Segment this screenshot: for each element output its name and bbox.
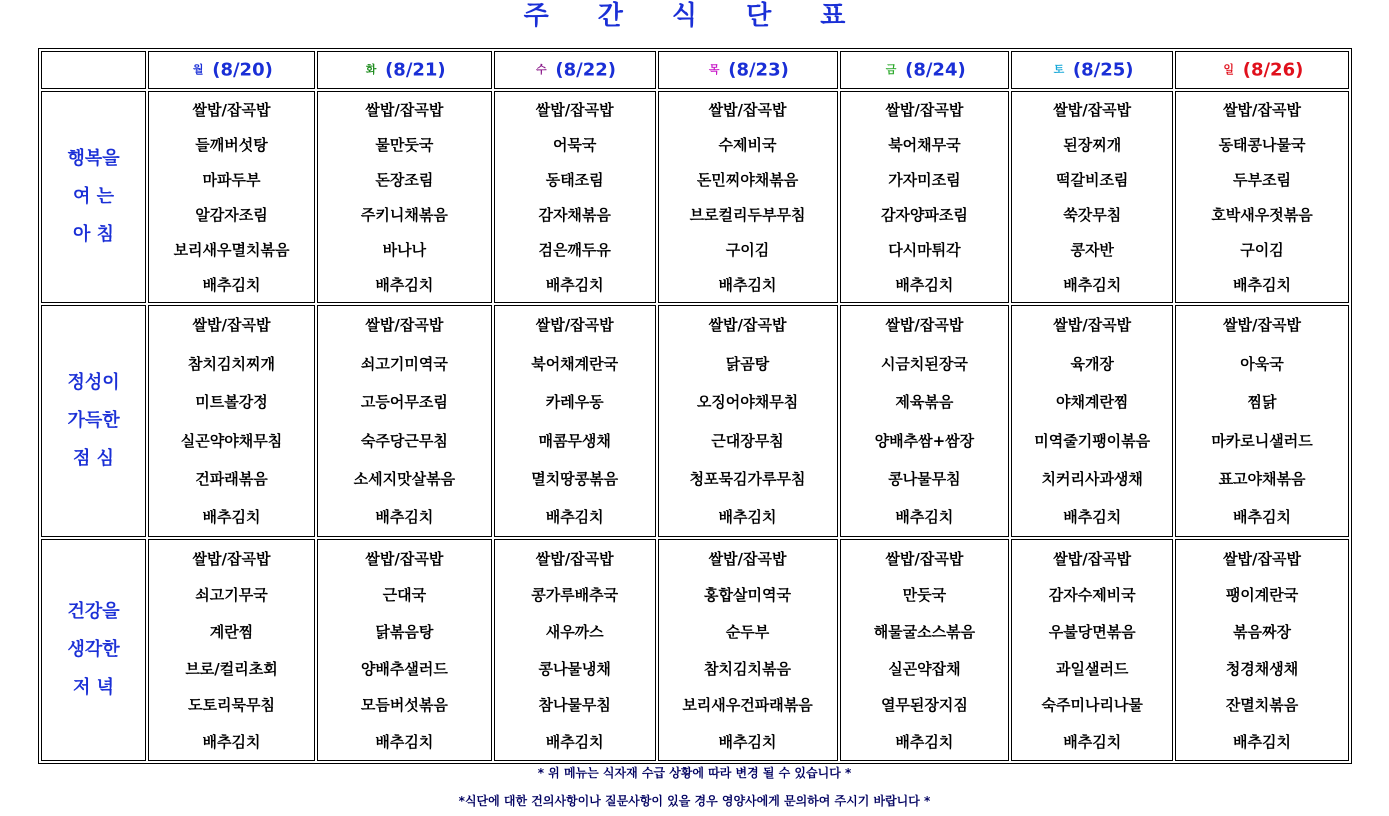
day-icon: 화 (365, 63, 377, 77)
dish-list (659, 92, 837, 302)
header-row (41, 51, 1349, 89)
dish-item: 찜닭 (1247, 393, 1277, 412)
dish-item: 쌀밥/잡곡밥 (885, 100, 964, 119)
menu-cell (1175, 305, 1349, 537)
dish-item: 배추김치 (202, 733, 261, 752)
dish-item: 홍합살미역국 (704, 586, 791, 605)
meal-label-line: 행복을 (67, 147, 120, 169)
dish-item: 시금치된장국 (880, 354, 968, 373)
dish-item: 어묵국 (552, 135, 597, 154)
dish-item: 쌀밥/잡곡밥 (192, 100, 271, 119)
menu-cell (1011, 305, 1173, 537)
dish-item: 배추김치 (1063, 733, 1122, 752)
dish-item: 호박새우젓볶음 (1211, 205, 1313, 224)
dish-item: 볶음짜장 (1233, 623, 1292, 642)
dish-item: 육개장 (1070, 354, 1114, 373)
header-corner (41, 51, 146, 89)
menu-cell (1175, 91, 1349, 303)
dish-item: 배추김치 (1233, 275, 1292, 294)
dish-item: 보리새우멸치볶음 (173, 240, 290, 259)
menu-cell (148, 305, 315, 537)
dish-item: 배추김치 (895, 508, 954, 527)
dish-item: 양배추샐러드 (360, 659, 448, 678)
meal-label (41, 91, 146, 303)
dish-item: 순두부 (725, 623, 770, 642)
dish-item: 배추김치 (375, 275, 434, 294)
day-date: (8/21) (385, 59, 446, 81)
dish-list (1176, 92, 1348, 302)
dish-item: 구이김 (1240, 240, 1284, 259)
dish-item: 북어채계란국 (531, 354, 619, 373)
meal-label-line: 정성이 (67, 371, 120, 393)
menu-cell (1011, 91, 1173, 303)
day-date: (8/26) (1242, 59, 1304, 81)
dish-item: 감자채볶음 (538, 205, 611, 224)
dish-item: 배추김치 (1233, 733, 1292, 752)
dish-item: 카레우동 (545, 393, 604, 412)
dish-item: 쌀밥/잡곡밥 (1053, 549, 1132, 568)
dish-item: 쌀밥/잡곡밥 (1223, 100, 1301, 119)
dish-item: 배추김치 (545, 275, 604, 294)
day-icon: 목 (708, 63, 720, 77)
dish-item: 참치김치찌개 (188, 354, 275, 373)
dish-item: 감자양파조림 (880, 205, 968, 224)
dish-list (1176, 306, 1348, 536)
dish-item: 실곤약야채무침 (180, 431, 283, 450)
dish-item: 고등어무조림 (360, 393, 448, 412)
dish-item: 참나물무침 (538, 696, 611, 715)
dish-list (1176, 540, 1348, 760)
dish-item: 마카로니샐러드 (1211, 431, 1313, 450)
day-icon: 일 (1223, 63, 1235, 77)
dish-item: 감자수제비국 (1048, 586, 1136, 605)
dish-item: 브로/컬리초회 (185, 659, 278, 678)
day-icon: 토 (1053, 63, 1065, 77)
dish-item: 바나나 (382, 240, 427, 259)
dish-item: 쌀밥/잡곡밥 (885, 549, 964, 568)
dish-item: 쌀밥/잡곡밥 (535, 549, 614, 568)
dish-list (318, 92, 491, 302)
dish-item: 쌀밥/잡곡밥 (535, 316, 614, 335)
dish-item: 쌀밥/잡곡밥 (192, 316, 271, 335)
dish-item: 알감자조림 (195, 205, 268, 224)
dish-item: 쌀밥/잡곡밥 (365, 100, 444, 119)
dish-item: 쌀밥/잡곡밥 (708, 100, 787, 119)
dish-item: 수제비국 (718, 135, 777, 154)
lunch-row (41, 305, 1349, 537)
dish-item: 쌀밥/잡곡밥 (365, 549, 444, 568)
breakfast-row (41, 91, 1349, 303)
dish-item: 배추김치 (375, 733, 434, 752)
dish-item: 아욱국 (1240, 354, 1284, 373)
dish-item: 소세지맛살볶음 (353, 469, 456, 488)
dish-item: 치커리사과생채 (1041, 469, 1143, 488)
menu-cell (840, 305, 1010, 537)
day-header-7 (1175, 51, 1349, 89)
dish-item: 된장찌개 (1063, 135, 1122, 154)
dish-item: 계란찜 (209, 623, 254, 642)
dish-list (149, 92, 314, 302)
dish-item: 두부조림 (1233, 170, 1292, 189)
menu-cell (658, 91, 838, 303)
dish-item: 배추김치 (895, 733, 954, 752)
dish-item: 콩나물냉채 (538, 659, 611, 678)
dish-item: 오징어야채무침 (696, 393, 799, 412)
dish-list (318, 540, 491, 760)
menu-cell (658, 539, 838, 761)
menu-cell (1175, 539, 1349, 761)
dish-item: 야채계란찜 (1055, 393, 1129, 412)
dish-item: 제육볶음 (895, 393, 954, 412)
dish-item: 모듬버섯볶음 (360, 696, 448, 715)
dish-item: 미역줄기팽이볶음 (1034, 431, 1151, 450)
dish-item: 양배추쌈+쌈장 (874, 431, 975, 450)
dish-item: 멸치땅콩볶음 (531, 469, 619, 488)
dish-item: 들깨버섯탕 (195, 135, 268, 154)
dish-item: 근대국 (382, 586, 427, 605)
menu-cell (1011, 539, 1173, 761)
dish-list (1012, 92, 1172, 302)
meal-label-line: 아 침 (73, 223, 115, 245)
dish-item: 동태콩나물국 (1218, 135, 1306, 154)
dish-item: 쌀밥/잡곡밥 (535, 100, 614, 119)
day-date: (8/23) (728, 59, 789, 81)
dish-item: 돈민찌야채볶음 (696, 170, 799, 189)
dish-list (1012, 306, 1172, 536)
dish-item: 열무된장지짐 (880, 696, 968, 715)
dish-item: 쇠고기무국 (195, 586, 268, 605)
dish-item: 배추김치 (1063, 508, 1122, 527)
day-header-5 (840, 51, 1010, 89)
menu-cell (840, 539, 1010, 761)
page-title: 주 간 식 단 표 (523, 1, 866, 31)
menu-cell (840, 91, 1010, 303)
dish-item: 쑥갓무침 (1063, 205, 1122, 224)
day-icon: 월 (192, 63, 204, 77)
dish-item: 도토리묵무침 (188, 696, 275, 715)
dish-item: 쌀밥/잡곡밥 (1223, 316, 1301, 335)
dish-list (1012, 540, 1172, 760)
dish-item: 닭볶음탕 (375, 623, 434, 642)
dish-item: 검은깨두유 (538, 240, 611, 259)
dish-item: 배추김치 (718, 275, 777, 294)
meal-label-line: 여 는 (73, 185, 115, 207)
dish-item: 돈장조림 (375, 170, 434, 189)
dish-list (659, 306, 837, 536)
menu-cell (494, 539, 656, 761)
dish-item: 청포묵김가루무침 (689, 469, 806, 488)
dish-item: 배추김치 (545, 733, 604, 752)
dish-item: 배추김치 (1233, 508, 1292, 527)
menu-cell (317, 539, 492, 761)
meal-label (41, 305, 146, 537)
day-header-3 (494, 51, 656, 89)
dish-item: 보리새우건파래볶음 (682, 696, 813, 715)
day-header-1 (148, 51, 315, 89)
dish-item: 동태조림 (545, 170, 604, 189)
menu-cell (148, 91, 315, 303)
dish-item: 미트볼강정 (195, 393, 268, 412)
dish-list (841, 306, 1009, 536)
meal-label-line: 생각한 (67, 638, 120, 660)
day-date: (8/25) (1072, 59, 1134, 81)
dish-list (841, 540, 1009, 760)
dish-list (149, 540, 314, 760)
dish-item: 콩가루배추국 (531, 586, 619, 605)
footnote-change-notice: * 위 메뉴는 식자재 수급 상황에 따라 변경 될 수 있습니다 * (537, 766, 852, 780)
dish-list (841, 92, 1009, 302)
dish-item: 과일샐러드 (1055, 659, 1129, 678)
dish-item: 쌀밥/잡곡밥 (192, 549, 271, 568)
dish-item: 우불당면볶음 (1048, 623, 1136, 642)
dish-item: 배추김치 (895, 275, 954, 294)
dish-item: 콩자반 (1070, 240, 1114, 259)
dish-list (495, 306, 655, 536)
dish-item: 쌀밥/잡곡밥 (708, 549, 787, 568)
dish-item: 구이김 (725, 240, 770, 259)
day-header-6 (1011, 51, 1173, 89)
menu-cell (494, 305, 656, 537)
dish-item: 참치김치볶음 (704, 659, 791, 678)
dish-item: 다시마튀각 (888, 240, 961, 259)
day-header-4 (658, 51, 838, 89)
dish-list (318, 306, 491, 536)
dish-item: 청경채생채 (1225, 659, 1299, 678)
dish-item: 물만둣국 (375, 135, 434, 154)
dish-item: 매콤무생채 (538, 431, 611, 450)
dish-item: 배추김치 (1063, 275, 1122, 294)
dish-item: 북어채무국 (888, 135, 961, 154)
menu-cell (317, 305, 492, 537)
day-date: (8/24) (905, 59, 966, 81)
meal-label-line: 건강을 (67, 600, 120, 622)
dish-list (659, 540, 837, 760)
dish-item: 표고야채볶음 (1218, 469, 1306, 488)
day-date: (8/20) (212, 59, 273, 81)
dish-item: 쌀밥/잡곡밥 (708, 316, 787, 335)
dish-item: 건파래볶음 (195, 469, 268, 488)
dish-item: 가자미조림 (888, 170, 961, 189)
dish-list (495, 92, 655, 302)
menu-cell (494, 91, 656, 303)
day-header-2 (317, 51, 492, 89)
dish-item: 만둣국 (902, 586, 947, 605)
dish-item: 닭곰탕 (725, 354, 770, 373)
dish-item: 팽이계란국 (1225, 586, 1299, 605)
dish-item: 숙주당근무침 (360, 431, 448, 450)
dish-item: 콩나물무침 (888, 469, 961, 488)
dish-item: 주키니채볶음 (360, 205, 448, 224)
dish-item: 쇠고기미역국 (360, 354, 448, 373)
dish-list (149, 306, 314, 536)
dish-list (495, 540, 655, 760)
menu-cell (148, 539, 315, 761)
dish-item: 브로컬리두부무침 (689, 205, 806, 224)
meal-label-line: 가득한 (67, 409, 120, 431)
dish-item: 쌀밥/잡곡밥 (1223, 549, 1301, 568)
dish-item: 배추김치 (718, 733, 777, 752)
meal-label-line: 점 심 (73, 447, 115, 469)
dish-item: 새우까스 (545, 623, 604, 642)
dish-item: 쌀밥/잡곡밥 (1053, 316, 1132, 335)
dish-item: 쌀밥/잡곡밥 (885, 316, 964, 335)
dish-item: 마파두부 (202, 170, 261, 189)
menu-cell (317, 91, 492, 303)
dish-item: 해물굴소스볶음 (873, 623, 976, 642)
weekly-menu-table (38, 48, 1352, 764)
dish-item: 쌀밥/잡곡밥 (1053, 100, 1132, 119)
menu-cell (658, 305, 838, 537)
day-icon: 금 (885, 63, 897, 77)
dish-item: 배추김치 (202, 508, 261, 527)
dish-item: 떡갈비조림 (1055, 170, 1129, 189)
dinner-row (41, 539, 1349, 761)
dish-item: 근대장무침 (711, 431, 784, 450)
meal-label-line: 저 녁 (73, 676, 115, 698)
dish-item: 배추김치 (202, 275, 261, 294)
dish-item: 잔멸치볶음 (1225, 696, 1299, 715)
day-date: (8/22) (555, 59, 616, 81)
footnote-contact-notice: *식단에 대한 건의사항이나 질문사항이 있을 경우 영양사에게 문의하여 주시기 바랍니다 * (458, 794, 931, 808)
day-icon: 수 (536, 63, 547, 77)
dish-item: 배추김치 (718, 508, 777, 527)
dish-item: 배추김치 (545, 508, 604, 527)
dish-item: 실곤약잡채 (888, 659, 961, 678)
meal-label (41, 539, 146, 761)
dish-item: 쌀밥/잡곡밥 (365, 316, 444, 335)
dish-item: 배추김치 (375, 508, 434, 527)
dish-item: 숙주미나리나물 (1041, 696, 1143, 715)
